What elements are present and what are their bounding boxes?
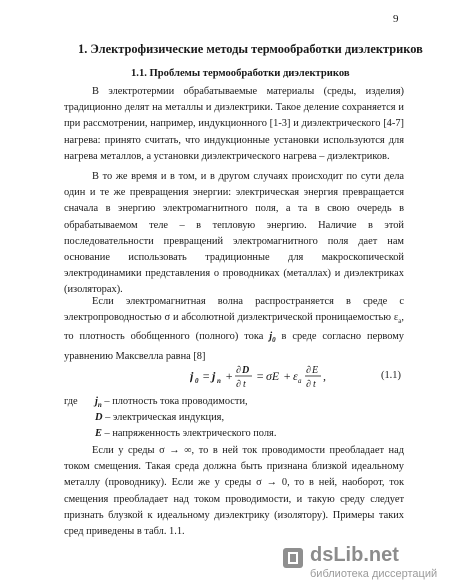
svg-text:а: а — [298, 377, 302, 385]
equation-number: (1.1) — [381, 370, 401, 381]
paragraph-4 — [64, 443, 404, 540]
page-number: 9 — [393, 13, 399, 25]
paragraph-2 — [64, 169, 404, 299]
subsection-title: 1.1. Проблемы термообработки диэлектриков — [131, 68, 350, 79]
watermark[interactable] — [283, 544, 450, 581]
e-symbol: E — [95, 428, 102, 439]
paragraph-3 — [64, 294, 404, 365]
svg-text:∂: ∂ — [306, 379, 311, 390]
paragraph-2-text: В то же время и в том, и в другом случаях происходит по сути дела один и те же превращения энергии: электрическая энергия превращается сначала в энергию электромагнитного поля, а та в свою очередь в обрабатываемом теле – в тепловую энергию. Наличие в этой последовательности превращений электромагнитного поля дает нам основание использовать традиционные для макроскопической электродинамики представления о проводниках (металлах) и диэлектриках (изоляторах). — [64, 171, 404, 296]
section-title: 1. Электрофизические методы термообработки диэлектриков — [78, 42, 423, 56]
definition-jn — [95, 396, 248, 409]
j0-subscript: 0 — [272, 336, 276, 345]
paragraph-4-text: Если у среды σ → ∞, то в ней ток проводимости преобладает над током смещения. Такая среда должна быть признана близкой идеальному металлу (проводнику). Если же у среды σ → 0, то в ней, наоборот, ток смещения преобладает над током проводимости, и такую среду следует признать блузкой к идеальному диэлектрику (изолятору). Примеры таких сред приведены в табл. 1.1. — [64, 445, 404, 538]
definition-d — [95, 412, 224, 423]
svg-text:+: + — [225, 369, 234, 383]
paragraph-3-text — [64, 294, 404, 365]
where-label: где — [64, 396, 78, 407]
paragraph-3-part-a: Если электромагнитная волна распространяется в среде с электропроводностью σ и абсолютной диэлектрической проницаемостью ε — [64, 296, 404, 324]
svg-text:=: = — [256, 369, 265, 383]
svg-text:t: t — [313, 379, 316, 390]
maxwell-equation — [190, 362, 350, 392]
svg-text:E: E — [312, 365, 319, 376]
definition-e — [95, 428, 276, 439]
svg-text:0: 0 — [195, 377, 199, 385]
svg-text:,: , — [323, 369, 326, 383]
jn-symbol: j — [95, 396, 98, 407]
svg-text:∂: ∂ — [236, 365, 241, 376]
svg-text:=: = — [202, 369, 211, 383]
svg-text:t: t — [243, 379, 246, 390]
paragraph-3-part-c: в среде согласно первому уравнению Максвелла равна [8] — [64, 331, 404, 362]
definition-jn-text: – плотность тока проводимости, — [101, 396, 248, 407]
svg-text:j: j — [190, 369, 194, 383]
svg-text:j: j — [212, 369, 216, 383]
svg-text:ε: ε — [293, 369, 298, 383]
svg-text:п: п — [217, 377, 221, 385]
book-icon — [283, 548, 303, 568]
watermark-subtitle: библиотека диссертаций — [310, 568, 438, 580]
paragraph-1 — [64, 84, 404, 165]
epsilon-subscript: а — [398, 317, 402, 326]
svg-text:D: D — [242, 365, 250, 376]
paragraph-1-text: В электротермии обрабатываемые материалы (среды, изделия) традиционно делят на металлы и диэлектрики. Такое деление сохраняется и при рассмотрении, например, индукционного [1-3] и диэлектрического [4-7] нагрева: принято считать, что индукционные установки используются для нагрева металлов, а установки диэлектрического нагрева – диэлектриков. — [64, 86, 404, 162]
watermark-brand: dsLib.net — [310, 544, 399, 566]
definition-e-text: – напряженность электрического поля. — [101, 428, 277, 439]
jn-subscript: п — [97, 401, 102, 410]
svg-text:∂: ∂ — [236, 379, 241, 390]
svg-text:σE: σE — [266, 369, 280, 383]
d-symbol: D — [95, 412, 103, 423]
svg-text:∂: ∂ — [306, 365, 311, 376]
definition-d-text: – электрическая индукция, — [102, 412, 225, 423]
j0-symbol: j — [269, 331, 273, 343]
paragraph-3-part-b: , то плотность обобщенного (полного) тока — [64, 312, 404, 343]
svg-text:+: + — [283, 369, 292, 383]
